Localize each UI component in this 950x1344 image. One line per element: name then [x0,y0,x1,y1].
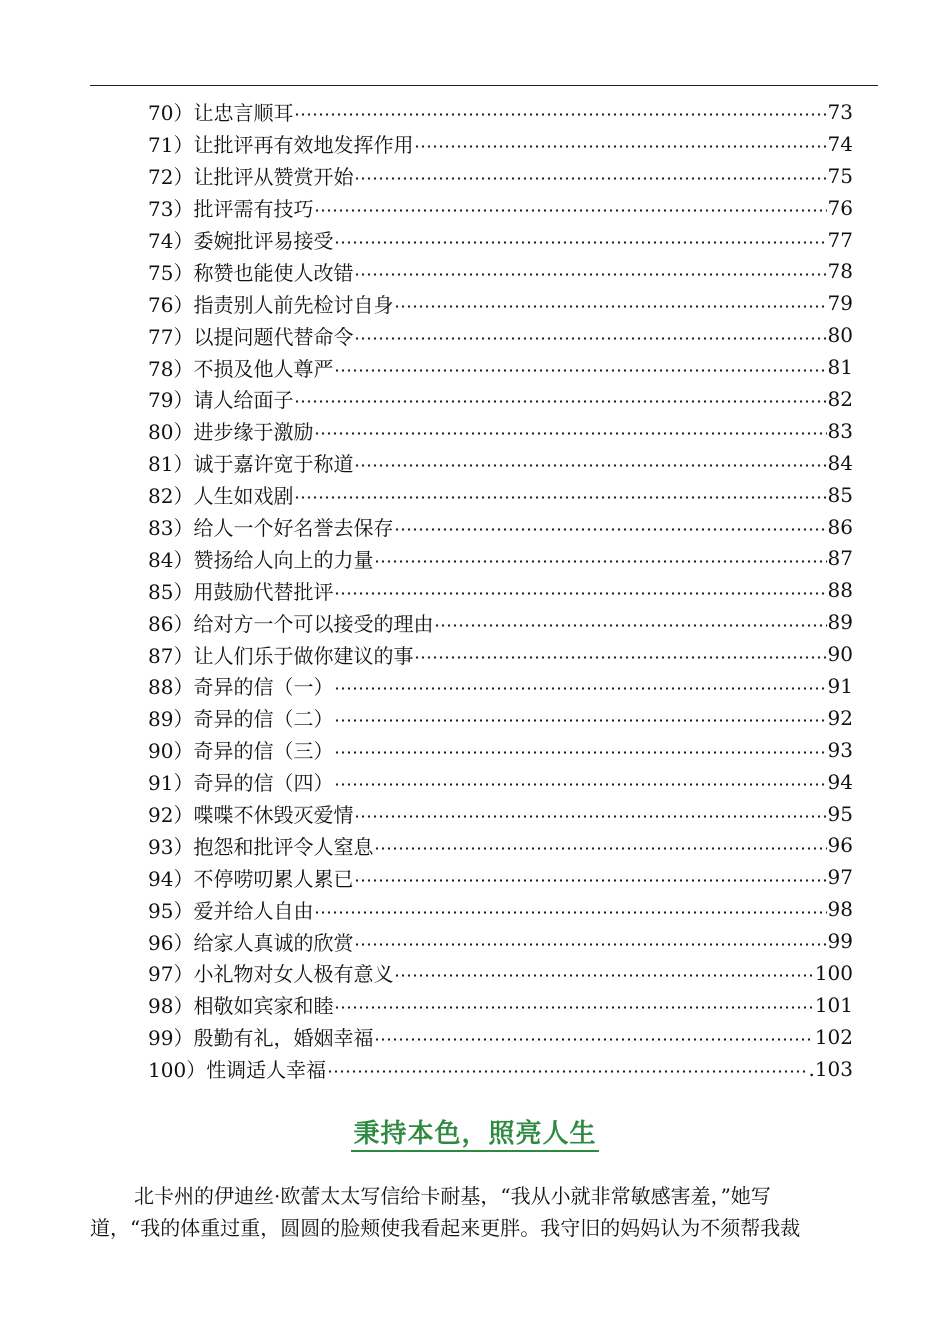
toc-entry-number: 95） [148,898,194,923]
toc-entry-title: 批评需有技巧 [193,197,314,222]
toc-entry-page: 80 [827,323,853,348]
toc-entry-page: 76 [827,195,853,220]
toc-entry-title: 爱并给人自由 [193,898,314,923]
toc-entry-title: 让人们乐于做你建议的事 [193,643,414,668]
toc-entry-page: 100 [814,960,853,985]
toc-entry-number: 97） [148,962,194,987]
toc-entry-page: 84 [827,450,853,475]
toc-dot-leader [354,815,826,818]
toc-entry-number: 74） [148,229,194,253]
toc-entry-title: 指责别人前先检讨自身 [193,292,394,317]
toc-entry[interactable] [148,96,853,128]
toc-dot-leader [374,1038,813,1041]
toc-dot-leader [334,719,826,722]
toc-entry-number: 73） [148,197,194,222]
toc-entry-page: 86 [827,514,853,539]
toc-entry-page: 101 [814,992,853,1017]
toc-entry[interactable] [148,351,853,383]
toc-entry-page: 79 [827,291,853,316]
toc-entry[interactable] [148,1021,853,1053]
toc-entry[interactable] [148,415,853,447]
toc-entry-page: 94 [827,769,853,794]
toc-entry-number: 88） [148,675,194,700]
toc-entry[interactable] [148,638,853,670]
toc-entry-page: 97 [827,865,853,890]
toc-entry-title: 给家人真诚的欣赏 [193,930,354,955]
toc-dot-leader [334,751,826,754]
toc-dot-leader [354,943,826,946]
body-line-2: 道，“我的体重过重，圆圆的脸颊使我看起来更胖。我守旧的妈妈认为不须帮我裁 [90,1216,801,1240]
toc-dot-leader [327,1070,807,1073]
toc-entry[interactable] [148,829,853,861]
toc-entry-number: 96） [148,930,194,955]
toc-entry[interactable] [148,1053,853,1085]
toc-entry-title: 诚于嘉许宽于称道 [193,452,354,477]
toc-entry-number: 71） [148,133,194,158]
toc-entry-number: 83） [148,516,194,541]
toc-entry[interactable] [148,989,853,1021]
toc-dot-leader [414,656,826,659]
toc-entry-number: 78） [148,356,194,381]
toc-dot-leader [334,592,826,595]
toc-dot-leader [294,496,826,499]
toc-entry-page: 89 [827,610,853,635]
toc-entry-title: 抱怨和批评令人窒息 [193,834,374,859]
toc-entry-number: 76） [148,292,194,317]
toc-dot-leader [354,273,826,276]
toc-entry-title: 喋喋不休毁灭爱情 [193,803,354,828]
toc-entry-title: 性调适人幸福 [206,1058,327,1083]
toc-entry-title: 让批评再有效地发挥作用 [193,133,414,158]
toc-dot-leader [394,974,813,977]
toc-dot-leader [314,209,826,212]
toc-entry-title: 让批评从赞赏开始 [193,165,354,190]
table-of-contents [148,96,853,1085]
toc-dot-leader [414,145,826,148]
toc-entry-title: 以提问题代替命令 [193,324,354,349]
toc-entry-number: 90） [148,739,194,764]
toc-entry-title: 用鼓励代替批评 [193,579,334,604]
toc-entry-number: 70） [148,101,194,126]
toc-entry-number: 89） [148,707,194,732]
toc-dot-leader [314,432,826,435]
toc-entry[interactable] [148,128,853,160]
toc-entry-title: 奇异的信（二） [193,707,334,732]
toc-entry[interactable] [148,670,853,702]
toc-entry-number: 91） [148,771,194,796]
toc-entry-title: 不停唠叨累人累已 [193,866,354,891]
toc-entry-page: 83 [827,418,853,443]
toc-entry-title: 进步缘于激励 [193,420,314,445]
header-rule [90,85,878,86]
section-heading-text: 秉持本色，照亮人生 [351,1119,598,1152]
toc-entry-number: 84） [148,547,194,572]
toc-entry-page: 90 [827,642,853,667]
toc-dot-leader [294,113,826,116]
toc-entry-title: 给对方一个可以接受的理由 [193,611,434,636]
toc-entry-number: 98） [148,994,194,1019]
toc-entry[interactable] [148,957,853,989]
toc-entry-number: 87） [148,643,194,668]
toc-entry-number: 93） [148,834,194,859]
toc-entry-number: 81） [148,452,194,477]
toc-entry[interactable] [148,447,853,479]
toc-entry-title: 不损及他人尊严 [193,356,334,381]
toc-entry[interactable] [148,766,853,798]
toc-entry-page: 98 [827,897,853,922]
toc-entry[interactable] [148,606,853,638]
toc-entry[interactable] [148,255,853,287]
toc-entry-page: 75 [827,163,853,188]
toc-entry-number: 99） [148,1026,194,1051]
toc-dot-leader [374,847,826,850]
toc-entry-number: 77） [148,324,194,349]
toc-dot-leader [394,528,826,531]
toc-entry-title: 委婉批评易接受 [193,229,334,253]
toc-entry-number: 92） [148,803,194,828]
toc-entry[interactable] [148,224,853,256]
toc-entry[interactable] [148,511,853,543]
toc-entry-number: 94） [148,866,194,891]
toc-entry-number: 82） [148,484,194,509]
toc-dot-leader [334,1006,813,1009]
toc-entry-number: 72） [148,165,194,190]
toc-entry-title: 请人给面子 [193,388,294,413]
toc-dot-leader [354,879,826,882]
toc-entry[interactable] [148,287,853,319]
toc-dot-leader [354,464,826,467]
toc-entry-title: 奇异的信（一） [193,675,334,700]
toc-dot-leader [374,560,826,563]
toc-entry[interactable] [148,479,853,511]
toc-dot-leader [434,624,826,627]
toc-dot-leader [294,400,826,403]
toc-entry[interactable] [148,319,853,351]
toc-entry[interactable] [148,734,853,766]
toc-entry-page: 91 [827,673,853,698]
toc-entry-page: 82 [827,386,853,411]
toc-entry-number: 79） [148,388,194,413]
toc-entry-page: 74 [827,131,853,156]
toc-entry-page: 102 [814,1024,853,1049]
toc-dot-leader [334,369,826,372]
toc-entry-page: 81 [827,355,853,380]
toc-dot-leader [334,687,826,690]
toc-entry-title: 给人一个好名誉去保存 [193,516,394,541]
toc-entry-title: 小礼物对女人极有意义 [193,962,394,987]
toc-entry[interactable] [148,542,853,574]
toc-entry-page: 96 [827,833,853,858]
toc-entry-number: 86） [148,611,194,636]
toc-entry-page: 87 [827,546,853,571]
toc-entry[interactable] [148,383,853,415]
toc-entry-title: 奇异的信（四） [193,771,334,796]
toc-entry-page: 92 [827,705,853,730]
toc-entry-page: 78 [827,259,853,284]
toc-entry-title: 让忠言顺耳 [193,101,294,126]
toc-dot-leader [334,783,826,786]
toc-entry-number: 85） [148,579,194,604]
toc-entry-title: 殷勤有礼，婚姻幸福 [193,1026,374,1051]
toc-entry-page: 99 [827,929,853,954]
toc-entry[interactable] [148,798,853,830]
toc-entry-number: 100） [148,1058,207,1083]
toc-entry-page: 85 [827,482,853,507]
toc-entry[interactable] [148,192,853,224]
toc-dot-leader [394,305,826,308]
toc-entry[interactable] [148,925,853,957]
toc-entry-page: 88 [827,578,853,603]
toc-entry-title: 相敬如宾家和睦 [193,994,334,1019]
toc-entry-page: .103 [808,1056,853,1081]
toc-entry-title: 奇异的信（三） [193,739,334,764]
toc-entry-page: 93 [827,737,853,762]
toc-entry[interactable] [148,160,853,192]
toc-entry-title: 人生如戏剧 [193,484,294,509]
toc-entry-title: 称赞也能使人改错 [193,260,354,285]
body-paragraph [90,1180,878,1244]
toc-entry-number: 75） [148,260,194,285]
section-heading [0,1113,950,1150]
toc-entry-page: 77 [827,227,853,252]
toc-dot-leader [354,177,826,180]
toc-entry[interactable] [148,861,853,893]
toc-dot-leader [334,241,826,244]
toc-dot-leader [314,911,826,914]
toc-entry-page: 73 [827,99,853,124]
toc-entry[interactable] [148,893,853,925]
body-line-1: 北卡州的伊迪丝·欧蕾太太写信给卡耐基，“我从小就非常敏感害羞，”她写 [134,1184,771,1208]
toc-entry-number: 80） [148,420,194,445]
toc-entry[interactable] [148,574,853,606]
toc-entry-title: 赞扬给人向上的力量 [193,547,374,572]
toc-entry[interactable] [148,702,853,734]
toc-dot-leader [354,337,826,340]
toc-entry-page: 95 [827,801,853,826]
